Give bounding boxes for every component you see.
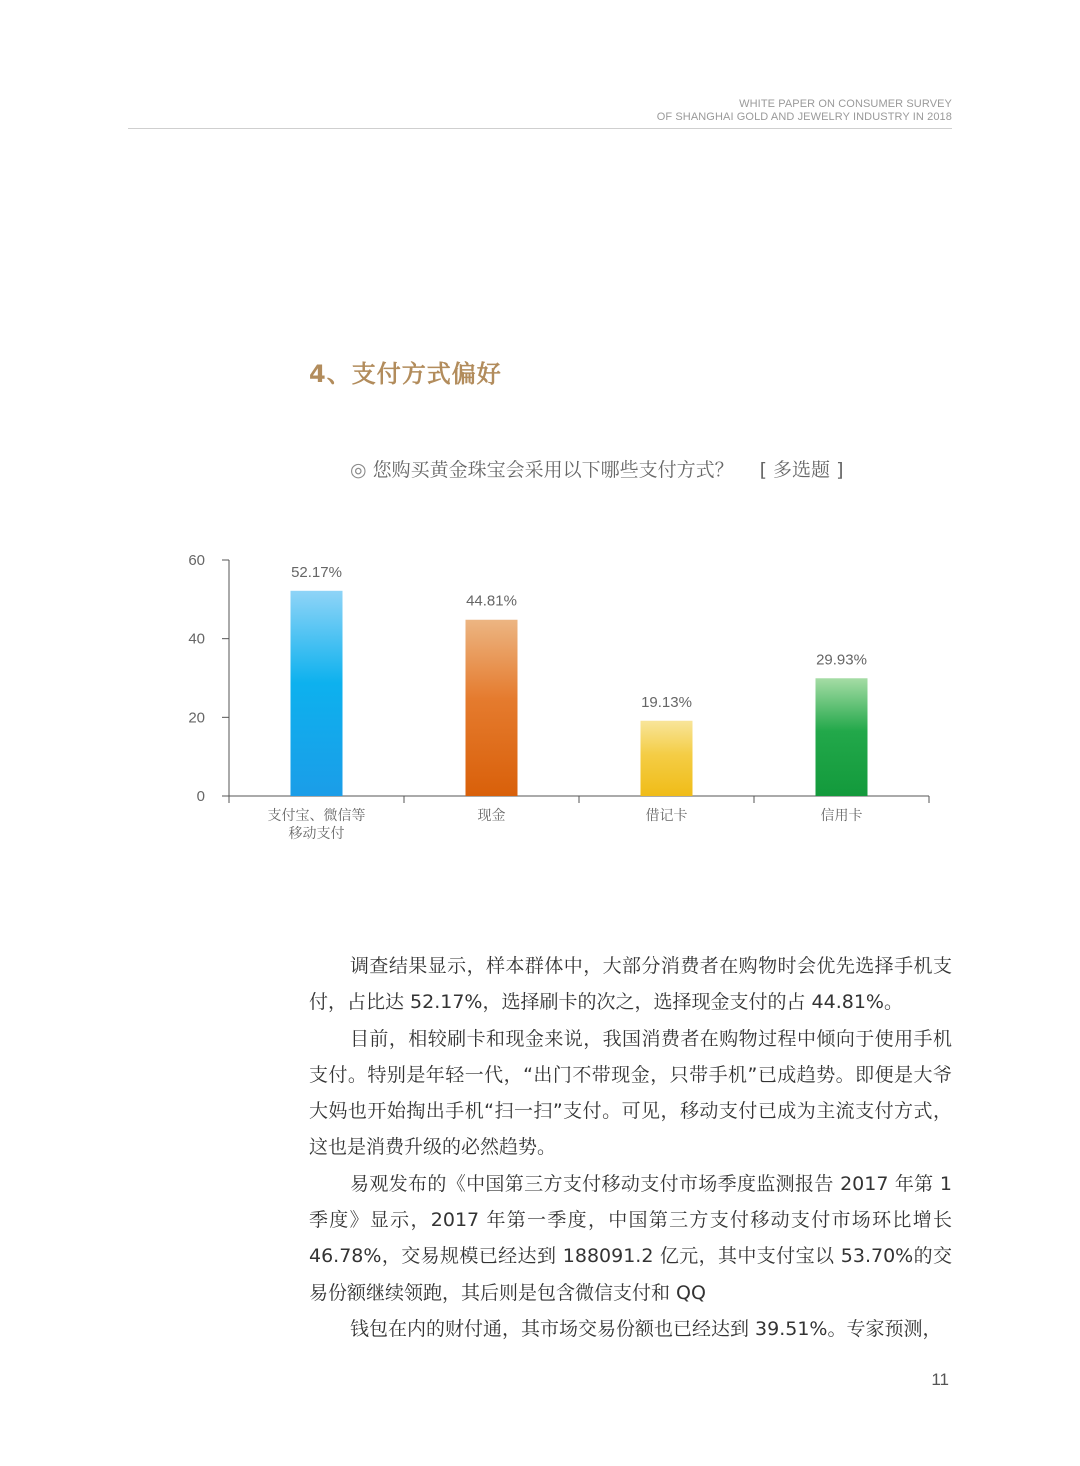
category-label: 借记卡: [645, 808, 688, 824]
category-label: 支付宝、微信等: [267, 808, 366, 824]
bar-chart: [180, 540, 950, 860]
header-line-1: WHITE PAPER ON CONSUMER SURVEY: [739, 98, 952, 110]
header-line-2: OF SHANGHAI GOLD AND JEWELRY INDUSTRY IN 2018: [656, 111, 952, 123]
paragraph: 目前，相较刷卡和现金来说，我国消费者在购物过程中倾向于使用手机支付。特别是年轻一代，“出门不带现金，只带手机”已成趋势。即便是大爷大妈也开始掏出手机“扫一扫”支付。可见，移动支付已成为主流支付方式，这也是消费升级的必然趋势。: [309, 1027, 952, 1159]
section-title: 4、支付方式偏好: [309, 360, 502, 388]
category-label: 现金: [477, 808, 506, 824]
category-label: 移动支付: [288, 826, 345, 842]
page-number: 11: [931, 1370, 949, 1389]
question-text: 您购买黄金珠宝会采用以下哪些支付方式？: [372, 459, 734, 481]
y-tick-label: 60: [188, 552, 205, 569]
bar: [291, 591, 343, 796]
value-label: 19.13%: [641, 693, 692, 711]
value-label: 52.17%: [291, 563, 342, 581]
survey-question: [350, 455, 844, 482]
paragraph: 调查结果显示，样本群体中，大部分消费者在购物时会优先选择手机支付，占比达 52.17%，选择刷卡的次之，选择现金支付的占 44.81%。: [309, 955, 952, 1014]
value-label: 29.93%: [816, 651, 867, 669]
value-label: 44.81%: [466, 592, 517, 610]
y-tick-label: 0: [196, 788, 205, 805]
category-label: 信用卡: [820, 808, 863, 824]
y-tick-label: 20: [188, 709, 205, 727]
bar: [466, 620, 518, 796]
bar: [641, 721, 693, 796]
bar: [816, 678, 868, 796]
multi-select-tag: [ 多选题 ]: [759, 459, 844, 481]
header-divider: [128, 128, 952, 129]
circle-mark-icon: ◎: [350, 459, 367, 481]
body-text: [309, 948, 952, 1347]
running-header: [657, 98, 952, 124]
y-tick-label: 40: [188, 630, 205, 648]
paragraph: 易观发布的《中国第三方支付移动支付市场季度监测报告 2017 年第 1 季度》显示，2017 年第一季度，中国第三方支付移动支付市场环比增长 46.78%，交易规模已经达到 188091.2 亿元，其中支付宝以 53.70%的交易份额继续领跑，其后则是包含微信支付和 QQ: [309, 1172, 952, 1304]
paragraph: 钱包在内的财付通，其市场交易份额也已经达到 39.51%。专家预测，: [350, 1317, 942, 1340]
